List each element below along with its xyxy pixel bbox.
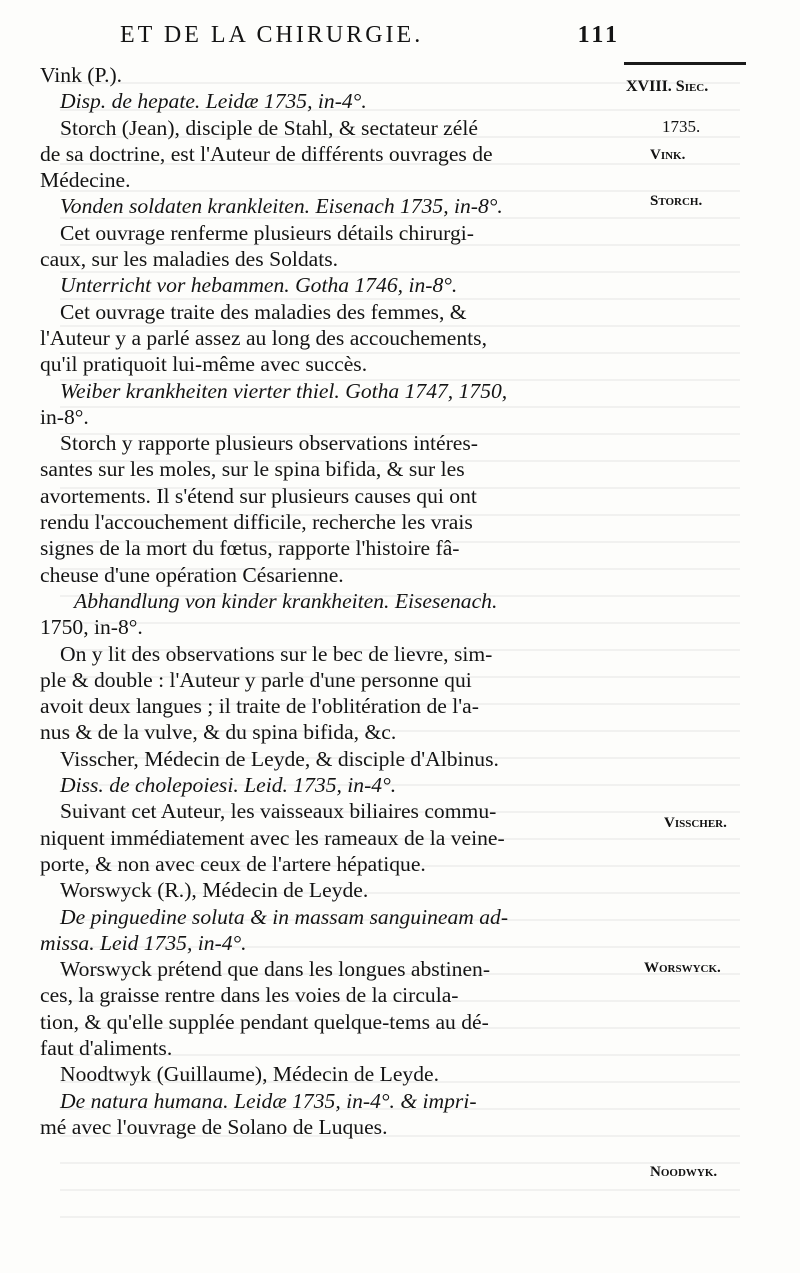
running-head bbox=[120, 22, 620, 52]
text-line: Storch y rapporte plusieurs observations intéres- bbox=[60, 431, 478, 456]
sidenote-noodwyk: Noodwyk. bbox=[650, 1164, 718, 1180]
text-line: avoit deux langues ; il traite de l'oblitération de l'a- bbox=[40, 694, 479, 719]
text-line: Disp. de hepate. Leidæ 1735, in-4°. bbox=[60, 89, 367, 114]
page-number: 111 bbox=[577, 22, 620, 48]
text-line: nus & de la vulve, & du spina bifida, &c. bbox=[40, 720, 397, 745]
text-line: cheuse d'une opération Césarienne. bbox=[40, 562, 344, 587]
text-line: signes de la mort du fœtus, rapporte l'histoire fâ- bbox=[40, 536, 460, 561]
sidenote-storch: Storch. bbox=[650, 193, 703, 209]
text-line: mé avec l'ouvrage de Solano de Luques. bbox=[40, 1114, 388, 1139]
text-line: rendu l'accouchement difficile, recherche les vrais bbox=[40, 510, 473, 535]
text-line: ces, la graisse rentre dans les voies de la circula- bbox=[40, 983, 459, 1008]
text-line: Visscher, Médecin de Leyde, & disciple d'Albinus. bbox=[60, 746, 499, 771]
text-line: Médecine. bbox=[40, 168, 131, 193]
text-line: Diss. de cholepoiesi. Leid. 1735, in-4°. bbox=[60, 773, 397, 798]
sidenote-century: XVIII. Siec. bbox=[626, 78, 709, 95]
text-line: in-8°. bbox=[40, 404, 89, 429]
text-line: faut d'aliments. bbox=[40, 1035, 173, 1060]
text-line: On y lit des observations sur le bec de lievre, sim- bbox=[60, 641, 493, 666]
text-line: Cet ouvrage traite des maladies des femmes, & bbox=[60, 299, 467, 324]
sidenote-year: 1735. bbox=[662, 117, 701, 136]
sidenote-vink: Vink. bbox=[650, 147, 686, 163]
text-line: 1750, in-8°. bbox=[40, 615, 143, 640]
text-line: niquent immédiatement avec les rameaux de la veine- bbox=[40, 825, 505, 850]
text-line: porte, & non avec ceux de l'artere hépatique. bbox=[40, 851, 426, 876]
text-line: Abhandlung von kinder krankheiten. Eisesenach. bbox=[74, 588, 498, 613]
text-line: Vink (P.). bbox=[40, 63, 123, 87]
running-title: ET DE LA CHIRURGIE. bbox=[120, 22, 424, 48]
text-line: Noodtwyk (Guillaume), Médecin de Leyde. bbox=[60, 1062, 439, 1087]
text-line: santes sur les moles, sur le spina bifida, & sur les bbox=[40, 457, 465, 482]
text-line: Storch (Jean), disciple de Stahl, & sectateur zélé bbox=[60, 115, 478, 140]
body-text bbox=[40, 62, 630, 1140]
text-line: tion, & qu'elle supplée pendant quelque-tems au dé- bbox=[40, 1009, 489, 1034]
text-line: caux, sur les maladies des Soldats. bbox=[40, 247, 339, 272]
text-line: avortements. Il s'étend sur plusieurs causes qui ont bbox=[40, 483, 477, 508]
text-line: Worswyck (R.), Médecin de Leyde. bbox=[60, 878, 369, 903]
text-line: Worswyck prétend que dans les longues abstinen- bbox=[60, 957, 491, 982]
text-line: ple & double : l'Auteur y parle d'une personne qui bbox=[40, 667, 472, 692]
text-line: de sa doctrine, est l'Auteur de différents ouvrages de bbox=[40, 141, 493, 166]
sidenote-worswyck: Worswyck. bbox=[644, 960, 721, 976]
sidenote-visscher: Visscher. bbox=[664, 815, 727, 831]
text-line: Cet ouvrage renferme plusieurs détails chirurgi- bbox=[60, 220, 474, 245]
text-line: De natura humana. Leidæ 1735, in-4°. & impri- bbox=[60, 1088, 477, 1113]
text-line: Weiber krankheiten vierter thiel. Gotha 1747, 1750, bbox=[60, 378, 508, 403]
margin-rule bbox=[624, 62, 746, 65]
text-line: Vonden soldaten krankleiten. Eisenach 1735, in-8°. bbox=[60, 194, 503, 219]
text-line: Suivant cet Auteur, les vaisseaux biliaires commu- bbox=[60, 799, 497, 824]
text-line: missa. Leid 1735, in-4°. bbox=[40, 930, 247, 955]
text-line: qu'il pratiquoit lui-même avec succès. bbox=[40, 352, 368, 377]
text-line: l'Auteur y a parlé assez au long des accouchements, bbox=[40, 325, 487, 350]
text-line: Unterricht vor hebammen. Gotha 1746, in-8°. bbox=[60, 273, 458, 298]
text-line: De pinguedine soluta & in massam sanguineam ad- bbox=[60, 904, 509, 929]
